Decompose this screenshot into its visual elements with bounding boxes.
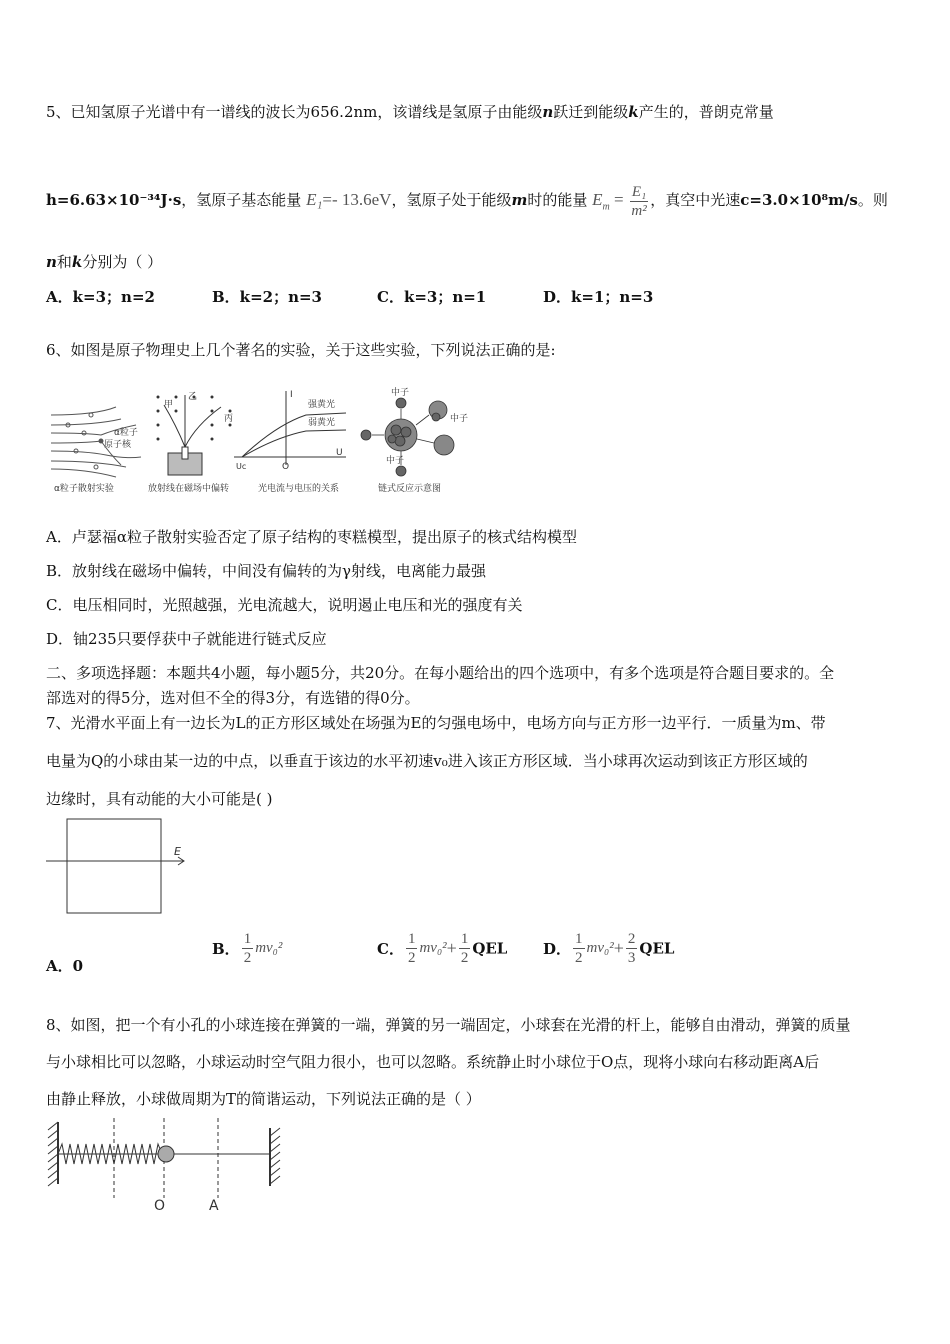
q7-b-num: 1	[243, 931, 252, 947]
q5-line1	[46, 102, 774, 122]
label-O: O	[282, 462, 290, 472]
q5-frac-den: m²	[631, 202, 647, 219]
label-jia: 甲	[164, 400, 174, 410]
q7-c-num1: 1	[407, 931, 416, 947]
label-neutron-3: 中子	[386, 456, 405, 466]
label-neutron-2: 中子	[450, 414, 469, 424]
q5-frac-num: E₁	[631, 183, 647, 200]
q5-em-sub: m	[602, 201, 610, 213]
q5-text-3: 和	[56, 253, 72, 271]
q7-line3: 边缘时，具有动能的大小可能是( )	[46, 790, 273, 808]
q5-line3	[46, 252, 162, 272]
caption-1: α粒子散射实验	[54, 484, 114, 494]
field-label-E: E	[174, 845, 181, 858]
label-yi: 乙	[188, 392, 198, 402]
q5-option-b[interactable]: B．k=2；n=3	[212, 288, 322, 306]
q7-c-den2: 2	[460, 950, 469, 966]
q5-text-2b: ，氢原子处于能级	[391, 191, 512, 209]
label-neutron-1: 中子	[391, 388, 410, 398]
label-U: U	[336, 448, 343, 458]
q8-figure	[46, 1118, 286, 1218]
q7-c-den1: 2	[407, 950, 416, 966]
q5-em-letter: E	[592, 190, 603, 209]
q7-c-mv: mv₀²	[419, 940, 447, 956]
q5-text-2c: 时的能量	[527, 191, 588, 209]
q5-text-2a: ，氢原子基态能量	[181, 191, 302, 209]
q8-line3: 由静止释放，小球做周期为T的简谐运动，下列说法正确的是（ ）	[46, 1090, 481, 1108]
q7-c-frac1	[406, 930, 418, 967]
q5-var-k2: k	[71, 253, 83, 271]
q7-d-frac1	[573, 930, 585, 967]
q7-b-mv: mv₀²	[255, 940, 283, 956]
label-strong: 强黄光	[308, 400, 336, 410]
q7-c-qel: QEL	[472, 939, 508, 958]
q7-d-frac2	[626, 930, 638, 967]
q5-e1-value: =- 13.6eV	[322, 190, 392, 209]
label-weak: 弱黄光	[308, 418, 336, 428]
q5-line2: h=6.63×10⁻³⁴J·s，氢原子基态能量 E₁=- 13.6eV，氢原子处于能级m时的能量 $E_m$ = $\frac{\text{E₁}}{\text{m²}}$ ，真空中光速c=3.0×10⁸m/s。则	[46, 183, 888, 219]
q7-d-num2: 2	[627, 931, 636, 947]
q8-line1: 8、如图，把一个有小孔的小球连接在弹簧的一端，弹簧的另一端固定，小球套在光滑的杆上，能够自由滑动，弹簧的质量	[46, 1016, 851, 1034]
q7-option-a[interactable]: A．0	[46, 957, 84, 975]
q7-line2: 电量为Q的小球由某一边的中点，以垂直于该边的水平初速v₀进入该正方形区域．当小球再次运动到该正方形区域的	[46, 752, 808, 770]
q6-figure	[46, 385, 476, 500]
q7-option-d-label: D．	[543, 940, 572, 958]
q6-option-b[interactable]: B．放射线在磁场中偏转，中间没有偏转的为γ射线，电离能力最强	[46, 562, 486, 580]
q5-em-symbol	[592, 190, 610, 213]
q7-option-d[interactable]	[543, 930, 674, 967]
caption-4: 链式反应示意图	[378, 484, 442, 494]
right-wall-hatch	[270, 1128, 280, 1184]
q6-option-a[interactable]: A．卢瑟福α粒子散射实验否定了原子结构的枣糕模型，提出原子的核式结构模型	[46, 528, 577, 546]
q5-var-n2: n	[46, 253, 57, 271]
left-wall-hatch	[48, 1122, 58, 1186]
q5-planck: h=6.63×10⁻³⁴J·s	[46, 191, 182, 209]
q7-c-frac2	[459, 930, 471, 967]
ball	[158, 1146, 174, 1162]
q5-text-1c: 产生的，普朗克常量	[638, 103, 774, 121]
label-O-point: O	[154, 1198, 166, 1214]
q6-option-c[interactable]: C．电压相同时，光照越强，光电流越大，说明遏止电压和光的强度有关	[46, 596, 523, 614]
q7-b-den: 2	[243, 950, 252, 966]
q5-light-speed: c=3.0×10⁸m/s	[740, 191, 858, 209]
q5-option-a[interactable]: A．k=3；n=2	[46, 288, 155, 306]
label-bing: 丙	[224, 414, 234, 424]
q7-d-den1: 2	[575, 950, 583, 966]
label-A-point: A	[209, 1198, 219, 1214]
q5-var-k: k	[628, 103, 639, 121]
label-I: I	[290, 390, 293, 400]
label-Uc: Uc	[236, 462, 247, 471]
q7-d-num1: 1	[575, 931, 583, 947]
q5-text-2d: ，真空中光速	[650, 191, 741, 209]
q5-text-1b: 跃迁到能级	[553, 103, 629, 121]
label-nucleus: 原子核	[104, 440, 132, 450]
q7-d-qel: QEL	[639, 939, 675, 958]
q5-option-c[interactable]: C．k=3；n=1	[377, 288, 487, 306]
section2-line2: 部选对的得5分，选对但不全的得3分，有选错的得0分。	[46, 689, 420, 707]
q5-em-fraction	[630, 183, 648, 220]
q7-c-plus: +	[446, 938, 457, 958]
q5-e1-symbol: E₁	[306, 190, 323, 209]
caption-2: 放射线在磁场中偏转	[148, 484, 230, 494]
q7-d-plus: +	[613, 938, 624, 958]
q7-line1: 7、光滑水平面上有一边长为L的正方形区域处在场强为E的匀强电场中，电场方向与正方形一边平行．一质量为m、带	[46, 714, 826, 732]
q5-var-m: m	[511, 191, 528, 209]
q7-d-mv: mv₀²	[586, 940, 614, 956]
q5-text-3b: 分别为（ ）	[82, 253, 163, 271]
q7-option-c[interactable]	[377, 930, 507, 967]
caption-3: 光电流与电压的关系	[258, 484, 340, 494]
chain-reaction-panel	[361, 398, 454, 476]
q5-text-1: 5、已知氢原子光谱中有一谱线的波长为656.2nm，该谱线是氢原子由能级	[46, 103, 543, 121]
q7-b-frac	[242, 930, 254, 967]
q5-var-n: n	[542, 103, 554, 121]
square-region	[67, 819, 161, 913]
label-alpha: α粒子	[114, 428, 138, 438]
q6-stem: 6、如图是原子物理史上几个著名的实验，关于这些实验，下列说法正确的是:	[46, 341, 556, 359]
q7-option-c-label: C．	[377, 940, 404, 958]
q7-d-den2: 3	[627, 950, 636, 966]
section2-line1: 二、多项选择题：本题共4小题，每小题5分，共20分。在每小题给出的四个选项中，有多个选项是符合题目要求的。全	[46, 664, 835, 682]
q8-line2: 与小球相比可以忽略，小球运动时空气阻力很小，也可以忽略。系统静止时小球位于O点，现将小球向右移动距离A后	[46, 1053, 820, 1071]
q7-option-b[interactable]	[212, 930, 282, 967]
q6-option-d[interactable]: D．铀235只要俘获中子就能进行链式反应	[46, 630, 327, 648]
q7-option-b-label: B．	[212, 940, 240, 958]
q5-text-2e: 。则	[857, 191, 888, 209]
q7-c-num2: 1	[460, 931, 469, 947]
q5-option-d[interactable]: D．k=1；n=3	[543, 288, 654, 306]
q7-figure	[46, 815, 196, 915]
